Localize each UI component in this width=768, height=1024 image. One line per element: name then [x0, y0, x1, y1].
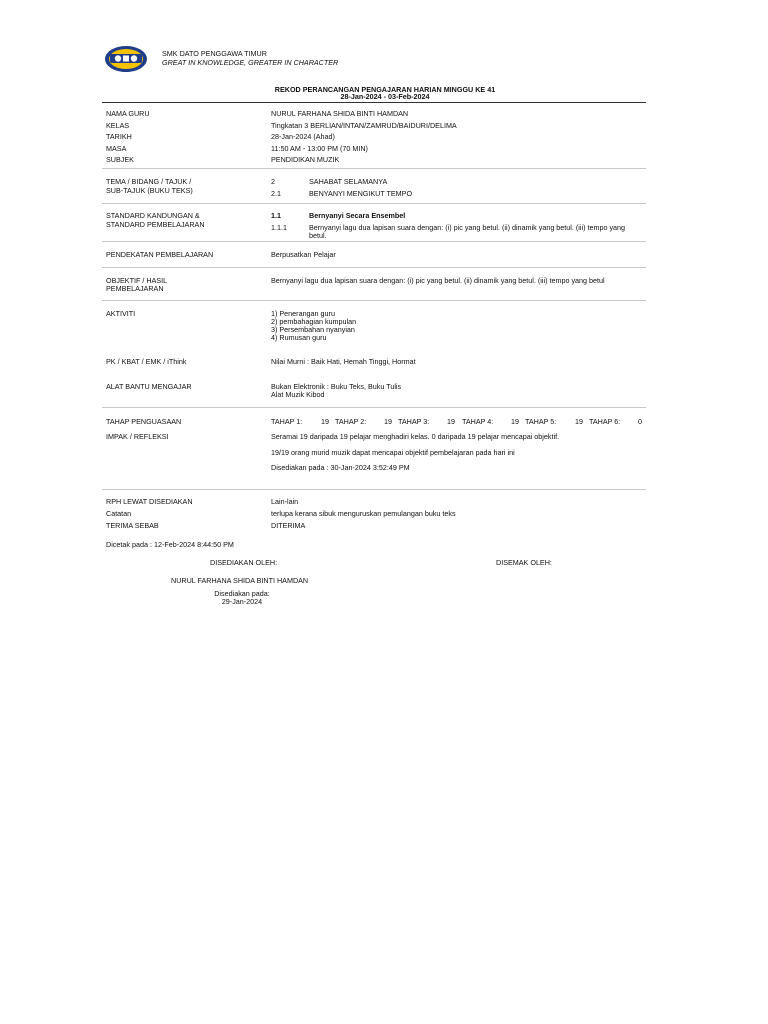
divider — [102, 267, 646, 268]
divider — [102, 203, 646, 204]
masa-value: 11:50 AM - 13:00 PM (70 MIN) — [271, 144, 368, 153]
masa-label: MASA — [106, 144, 127, 153]
nama-guru-label: NAMA GURU — [106, 109, 150, 118]
tema-label-2: SUB-TAJUK (BUKU TEKS) — [106, 186, 193, 195]
objektif-label-1: OBJEKTIF / HASIL — [106, 276, 168, 285]
terima-sebab-value: DITERIMA — [271, 521, 306, 530]
pendekatan-label: PENDEKATAN PEMBELAJARAN — [106, 250, 214, 259]
tema-text-1: SAHABAT SELAMANYA — [309, 177, 388, 186]
pk-label: PK / KBAT / EMK / iThink — [106, 357, 187, 366]
tahap-5-label: TAHAP 5: — [525, 417, 557, 426]
alat-value-1: Bukan Elektronik : Buku Teks, Buku Tulis — [271, 382, 402, 391]
aktiviti-item: 1) Penerangan guru — [271, 309, 335, 318]
preparer-name: NURUL FARHANA SHIDA BINTI HAMDAN — [171, 576, 309, 585]
tahap-6-value: 0 — [638, 417, 642, 426]
terima-sebab-label: TERIMA SEBAB — [106, 521, 159, 530]
objektif-label-2: PEMBELAJARAN — [106, 284, 164, 293]
sp-text-1: Bernyanyi lagu dua lapisan suara dengan: (i) pic yang betul. (ii) dinamik yang betul. (iii) tempo yang — [309, 223, 626, 232]
aktiviti-item: 3) Persembahan nyanyian — [271, 325, 355, 334]
tahap-6-label: TAHAP 6: — [589, 417, 621, 426]
alat-value-2: Alat Muzik Kibod — [271, 390, 325, 399]
aktiviti-item: 2) pembahagian kumpulan — [271, 317, 357, 326]
date-range: 28-Jan-2024 - 03-Feb-2024 — [340, 92, 430, 101]
standard-label-1: STANDARD KANDUNGAN & — [106, 211, 200, 220]
sp-code: 1.1.1 — [271, 223, 287, 232]
tahap-label: TAHAP PENGUASAAN — [106, 417, 182, 426]
divider — [102, 489, 646, 490]
aktiviti-item: 4) Rumusan guru — [271, 333, 327, 342]
divider — [102, 300, 646, 301]
tahap-4-value: 19 — [511, 417, 519, 426]
alat-label: ALAT BANTU MENGAJAR — [106, 382, 192, 391]
school-name: SMK DATO PENGGAWA TIMUR — [162, 49, 267, 58]
subjek-label: SUBJEK — [106, 155, 134, 164]
school-motto: GREAT IN KNOWLEDGE, GREATER IN CHARACTER — [162, 58, 339, 67]
rph-lewat-label: RPH LEWAT DISEDIAKAN — [106, 497, 193, 506]
tema-label-1: TEMA / BIDANG / TAJUK / — [106, 177, 192, 186]
tahap-3-value: 19 — [447, 417, 455, 426]
tahap-4-label: TAHAP 4: — [462, 417, 494, 426]
divider — [102, 168, 646, 169]
tema-code-1: 2 — [271, 177, 275, 186]
tahap-1-label: TAHAP 1: — [271, 417, 303, 426]
disediakan-pada-label: Disediakan pada: — [214, 589, 270, 598]
page-title: REKOD PERANCANGAN PENGAJARAN HARIAN MINGGU KE 41 — [274, 85, 496, 94]
tarikh-value: 28-Jan-2024 (Ahad) — [271, 132, 335, 141]
standard-label-2: STANDARD PEMBELAJARAN — [106, 220, 205, 229]
pk-value: Nilai Murni : Baik Hati, Hemah Tinggi, Hormat — [271, 357, 416, 366]
objektif-value: Bernyanyi lagu dua lapisan suara dengan: (i) pic yang betul. (ii) dinamik yang betul. (iii) tempo yang betul — [271, 276, 605, 285]
tahap-1-value: 19 — [321, 417, 329, 426]
impak-line-1: Seramai 19 daripada 19 pelajar menghadiri kelas. 0 daripada 19 pelajar mencapai objektif. — [271, 432, 560, 441]
tahap-2-label: TAHAP 2: — [335, 417, 367, 426]
tema-code-2: 2.1 — [271, 189, 281, 198]
tahap-2-value: 19 — [384, 417, 392, 426]
title-divider — [102, 102, 646, 103]
nama-guru-value: NURUL FARHANA SHIDA BINTI HAMDAN — [271, 109, 409, 118]
divider — [102, 407, 646, 408]
rph-lewat-value: Lain-lain — [271, 497, 299, 506]
tema-text-2: BENYANYI MENGIKUT TEMPO — [309, 189, 413, 198]
disediakan-pada-date: 29-Jan-2024 — [221, 597, 263, 606]
dicetak-pada: Dicetak pada : 12-Feb-2024 8:44:50 PM — [106, 540, 234, 549]
sk-text: Bernyanyi Secara Ensembel — [309, 211, 406, 220]
impak-line-3: Disediakan pada : 30-Jan-2024 3:52:49 PM — [271, 463, 410, 472]
pendekatan-value: Berpusatkan Pelajar — [271, 250, 336, 259]
sp-text-2: betul. — [309, 231, 327, 240]
kelas-label: KELAS — [106, 121, 130, 130]
subjek-value: PENDIDIKAN MUZIK — [271, 155, 340, 164]
tahap-3-label: TAHAP 3: — [398, 417, 430, 426]
catatan-value: terlupa kerana sibuk menguruskan pemulangan buku teks — [271, 509, 456, 518]
tahap-5-value: 19 — [575, 417, 583, 426]
impak-label: IMPAK / REFLEKSI — [106, 432, 169, 441]
tarikh-label: TARIKH — [106, 132, 132, 141]
divider — [102, 241, 646, 242]
school-logo — [104, 45, 148, 73]
disediakan-oleh-label: DISEDIAKAN OLEH: — [210, 558, 278, 567]
kelas-value: Tingkatan 3 BERLIAN/INTAN/ZAMRUD/BAIDURI/DELIMA — [271, 121, 457, 130]
disemak-oleh-label: DISEMAK OLEH: — [496, 558, 552, 567]
catatan-label: Catatan — [106, 509, 132, 518]
aktiviti-label: AKTIVITI — [106, 309, 136, 318]
impak-line-2: 19/19 orang murid muzik dapat mencapai objektif pembelajaran pada hari ini — [271, 448, 515, 457]
sk-code: 1.1 — [271, 211, 281, 220]
